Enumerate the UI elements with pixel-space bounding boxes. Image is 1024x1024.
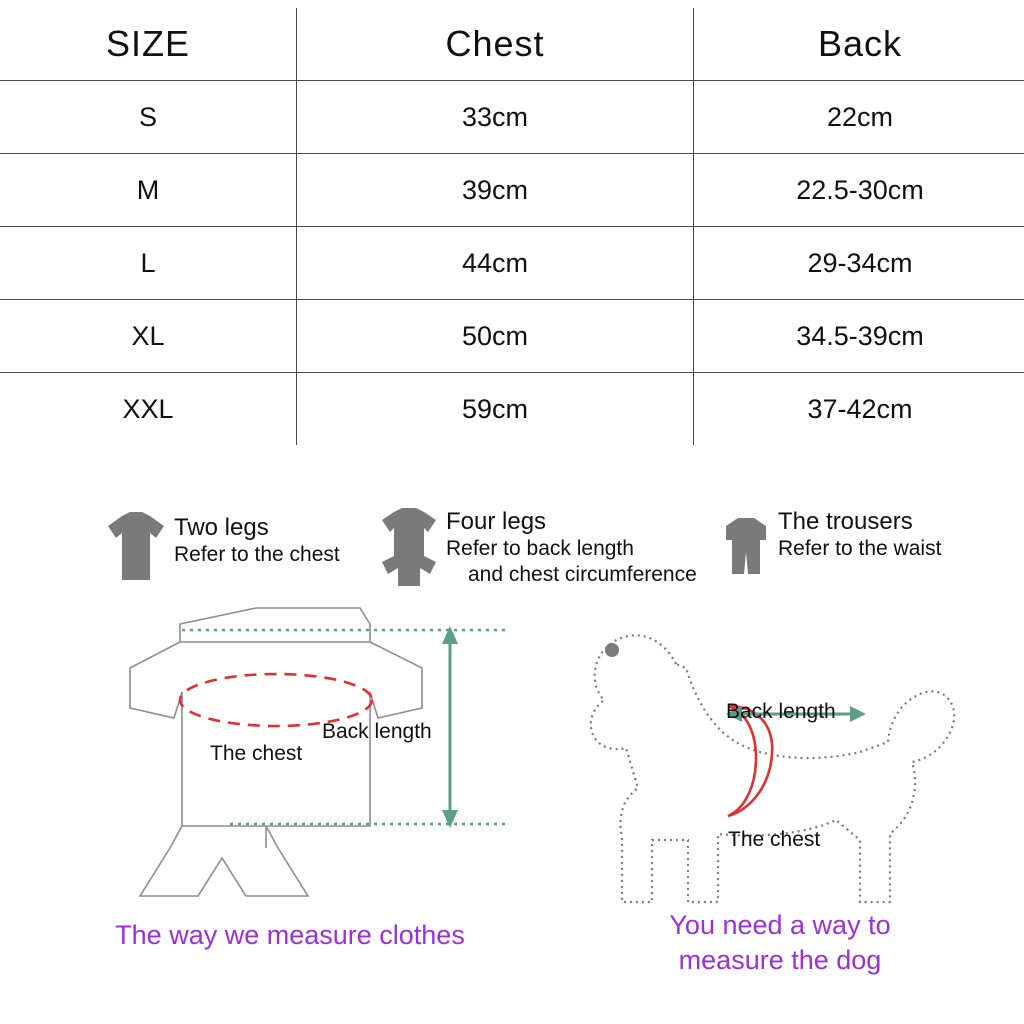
table-row (0, 300, 1024, 373)
legend-two-legs-text: Two legs Refer to the chest (174, 514, 340, 566)
caption-clothes: The way we measure clothes (115, 920, 465, 950)
cell-back: 34.5-39cm (694, 300, 1024, 373)
label-back-length-left: Back length (322, 720, 432, 743)
label-chest-left: The chest (210, 742, 303, 765)
cell-size: XXL (0, 373, 297, 446)
cell-chest: 50cm (297, 300, 694, 373)
cell-back: 22.5-30cm (694, 154, 1024, 227)
cell-size: L (0, 227, 297, 300)
table-header-row (0, 8, 1024, 81)
label-back-length-right: Back length (726, 700, 836, 723)
caption-dog-line1: You need a way to (669, 910, 891, 940)
cell-chest: 33cm (297, 81, 694, 154)
garment-legend (0, 500, 1024, 610)
cell-size: M (0, 154, 297, 227)
table-row (0, 373, 1024, 446)
measurement-illustrations (0, 596, 1024, 936)
column-header-size: SIZE (0, 8, 297, 81)
label-chest-right: The chest (728, 828, 821, 851)
cell-chest: 59cm (297, 373, 694, 446)
four-legs-garment-icon (378, 508, 440, 593)
cell-back: 29-34cm (694, 227, 1024, 300)
dog-measure-diagram (560, 602, 980, 922)
two-legs-garment-icon (104, 510, 168, 591)
table-row (0, 81, 1024, 154)
table-row (0, 227, 1024, 300)
legend-trousers-text: The trousers Refer to the waist (778, 508, 942, 560)
cell-back: 22cm (694, 81, 1024, 154)
garment-measure-diagram (70, 596, 590, 926)
caption-dog (580, 908, 980, 978)
size-chart-table (0, 8, 1024, 445)
trousers-garment-icon (716, 516, 776, 583)
cell-chest: 39cm (297, 154, 694, 227)
caption-dog-line2: measure the dog (678, 945, 882, 976)
legend-four-legs-text: Four legs Refer to back length and chest circumference (446, 508, 697, 586)
table-row (0, 154, 1024, 227)
cell-size: XL (0, 300, 297, 373)
cell-chest: 44cm (297, 227, 694, 300)
column-header-back: Back (694, 8, 1024, 81)
column-header-chest: Chest (297, 8, 694, 81)
cell-back: 37-42cm (694, 373, 1024, 446)
cell-size: S (0, 81, 297, 154)
